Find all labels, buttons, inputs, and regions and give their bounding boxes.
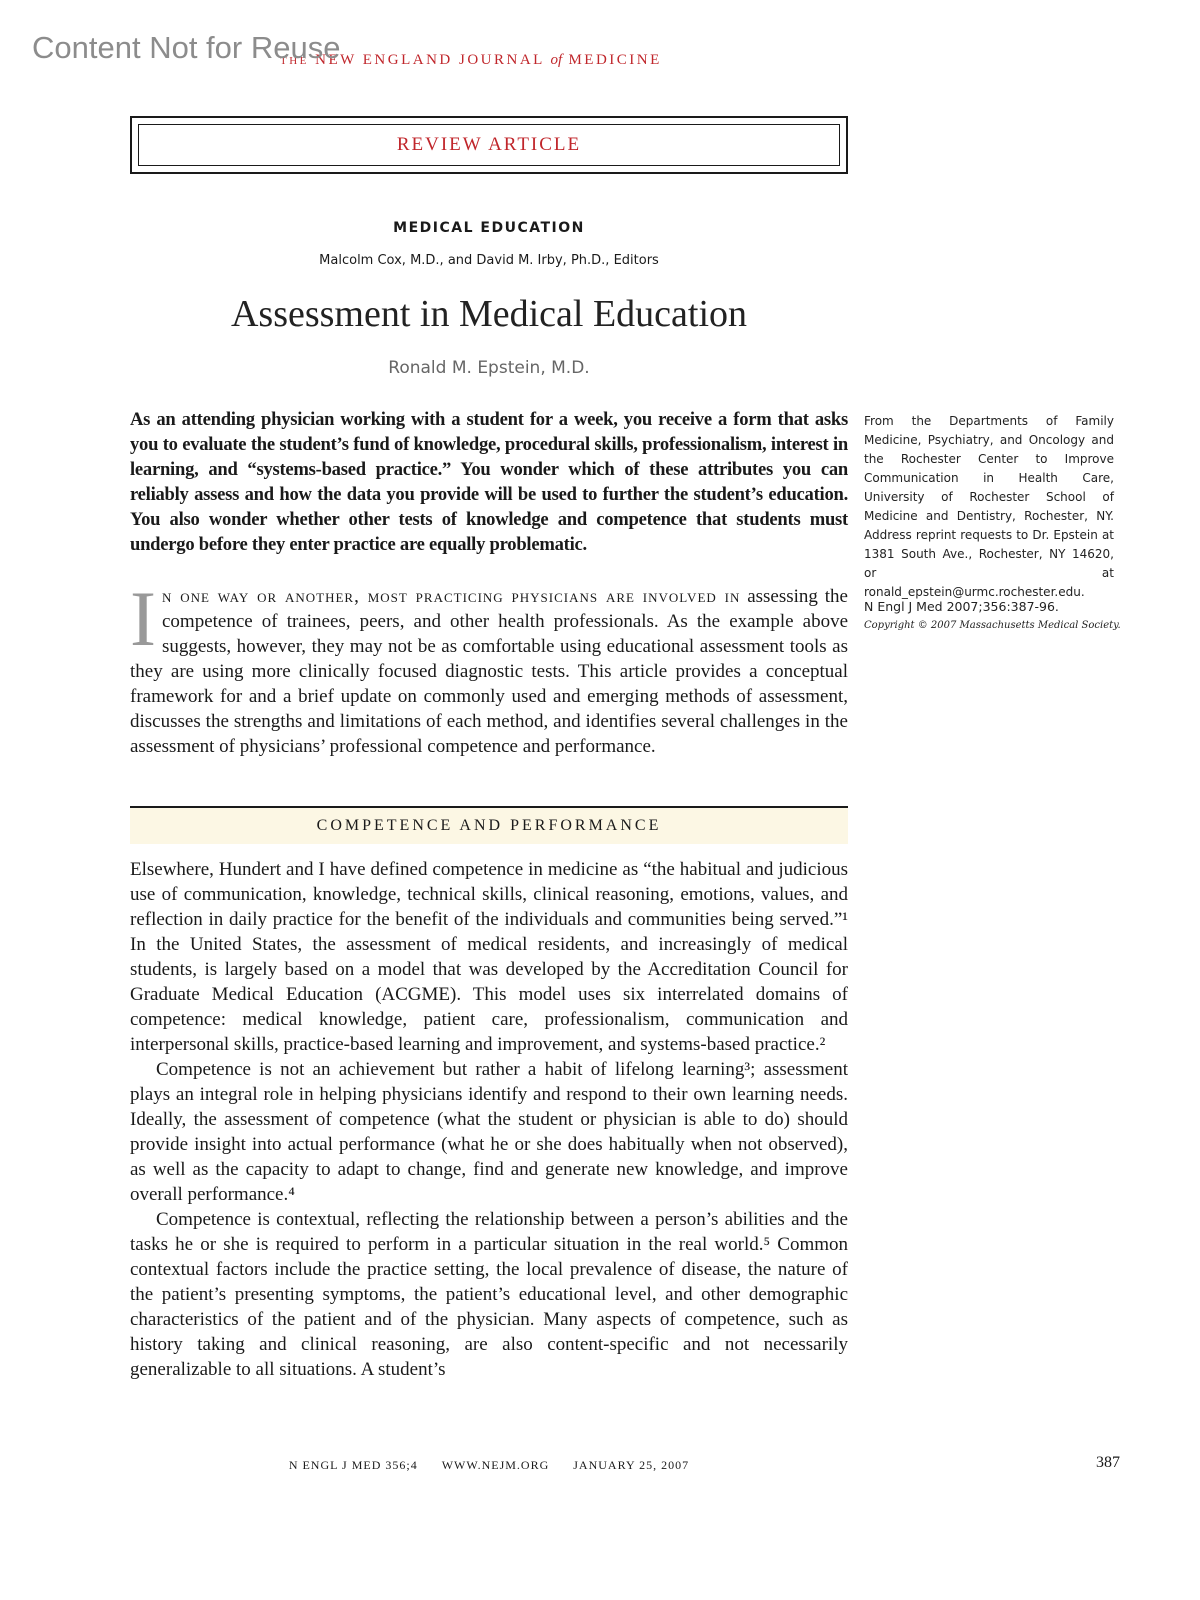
citation: N Engl J Med 2007;356:387-96. — [864, 599, 1059, 614]
article-title: Assessment in Medical Education — [230, 293, 748, 335]
footer-citation: N ENGL J MED 356;4 — [288, 1458, 418, 1472]
article-author: Ronald M. Epstein, M.D. — [388, 358, 590, 378]
intro-text: assessing the competence of trainees, peers, and other health professionals. As the example above suggests, however, they may not be as comfortable using educational assessment tools as they are using more clinically focused diagnostic tests. This article provides a conceptual framework for and a brief update on commonly used and emerging methods of assessment, discusses the strengths and limitations of each method, and identifies several challenges in the assessment of physicians’ professional competence and performance. — [130, 586, 848, 757]
abstract: As an attending physician working with a student for a week, you receive a form that asks you to evaluate the student’s fund of knowledge, procedural skills, professionalism, interest in learning, and “systems-based practice.” You wonder which of these attributes you can reliably assess and how the data you provide will be used to further the student’s education. You also wonder whether other tests of knowledge and competence that students must undergo before they enter practice are equally problematic. — [130, 409, 848, 555]
journal-name-suffix: MEDICINE — [568, 52, 662, 68]
page-number: 387 — [1096, 1454, 1120, 1471]
section-heading: COMPETENCE AND PERFORMANCE — [316, 817, 662, 834]
article-type-banner — [130, 116, 848, 174]
body-paragraph: Competence is contextual, reflecting the relationship between a person’s abilities and the tasks he or she is required to perform in a particular situation in the real world.⁵ Common contextual factors include the practice setting, the local prevalence of disease, the nature of the patient’s presenting symptoms, the patient’s educational level, and other demographic characteristics of the patient and of the physician. Many aspects of competence, such as history taking and clinical reasoning, are also content-specific and not necessarily generalizable to all situations. A student’s — [130, 1209, 848, 1380]
page-footer — [130, 1458, 848, 1473]
footer-date: JANUARY 25, 2007 — [573, 1458, 690, 1472]
section-heading-bar — [130, 806, 848, 844]
body-paragraph: Competence is not an achievement but rather a habit of lifelong learning³; assessment plays an integral role in helping physicians identify and respond to their own learning needs. Ideally, the assessment of competence (what the student or physician is able to do) should provide insight into actual performance (what he or she does habitually when not observed), as well as the capacity to adapt to change, find and generate new knowledge, and improve overall performance.⁴ — [130, 1059, 848, 1205]
body-paragraph: Elsewhere, Hundert and I have defined competence in medicine as “the habitual and judicious use of communication, knowledge, technical skills, clinical reasoning, emotions, values, and reflection in daily practice for the benefit of the individuals and communities being served.”¹ In the United States, the assessment of medical residents, and increasingly of medical students, is largely based on a model that was developed by the Accreditation Council for Graduate Medical Education (ACGME). This model uses six interrelated domains of competence: medical knowledge, patient care, professionalism, communication and interpersonal skills, practice-based learning and improvement, and systems-based practice.² — [130, 859, 848, 1055]
drop-cap: I — [130, 575, 156, 662]
footer-website: WWW.NEJM.ORG — [441, 1458, 550, 1472]
watermark-text: Content Not for Reuse — [32, 30, 341, 65]
journal-name-of: of — [550, 52, 563, 68]
editors-line: Malcolm Cox, M.D., and David M. Irby, Ph.D., Editors — [319, 253, 659, 268]
body-text — [130, 857, 848, 1382]
intro-paragraph — [130, 575, 848, 759]
copyright-notice: Copyright © 2007 Massachusetts Medical Society. — [864, 620, 1121, 631]
intro-lead-in: n one way or another, most practicing physicians are involved in — [161, 586, 741, 607]
author-affiliation: From the Departments of Family Medicine, Psychiatry, and Oncology and the Rochester Center to Improve Communication in Health Care, University of Rochester School of Medicine and Dentistry, Rochester, NY. Address reprint requests to Dr. Epstein at 1381 South Ave., Rochester, NY 14620, or at ronald_epstein@urmc.rochester.edu. — [864, 414, 1114, 599]
article-type-label: REVIEW ARTICLE — [396, 134, 582, 155]
section-label: MEDICAL EDUCATION — [393, 220, 585, 236]
article-type-banner-inner — [138, 124, 840, 166]
journal-name-prefix: the NEW ENGLAND JOURNAL — [280, 52, 545, 68]
